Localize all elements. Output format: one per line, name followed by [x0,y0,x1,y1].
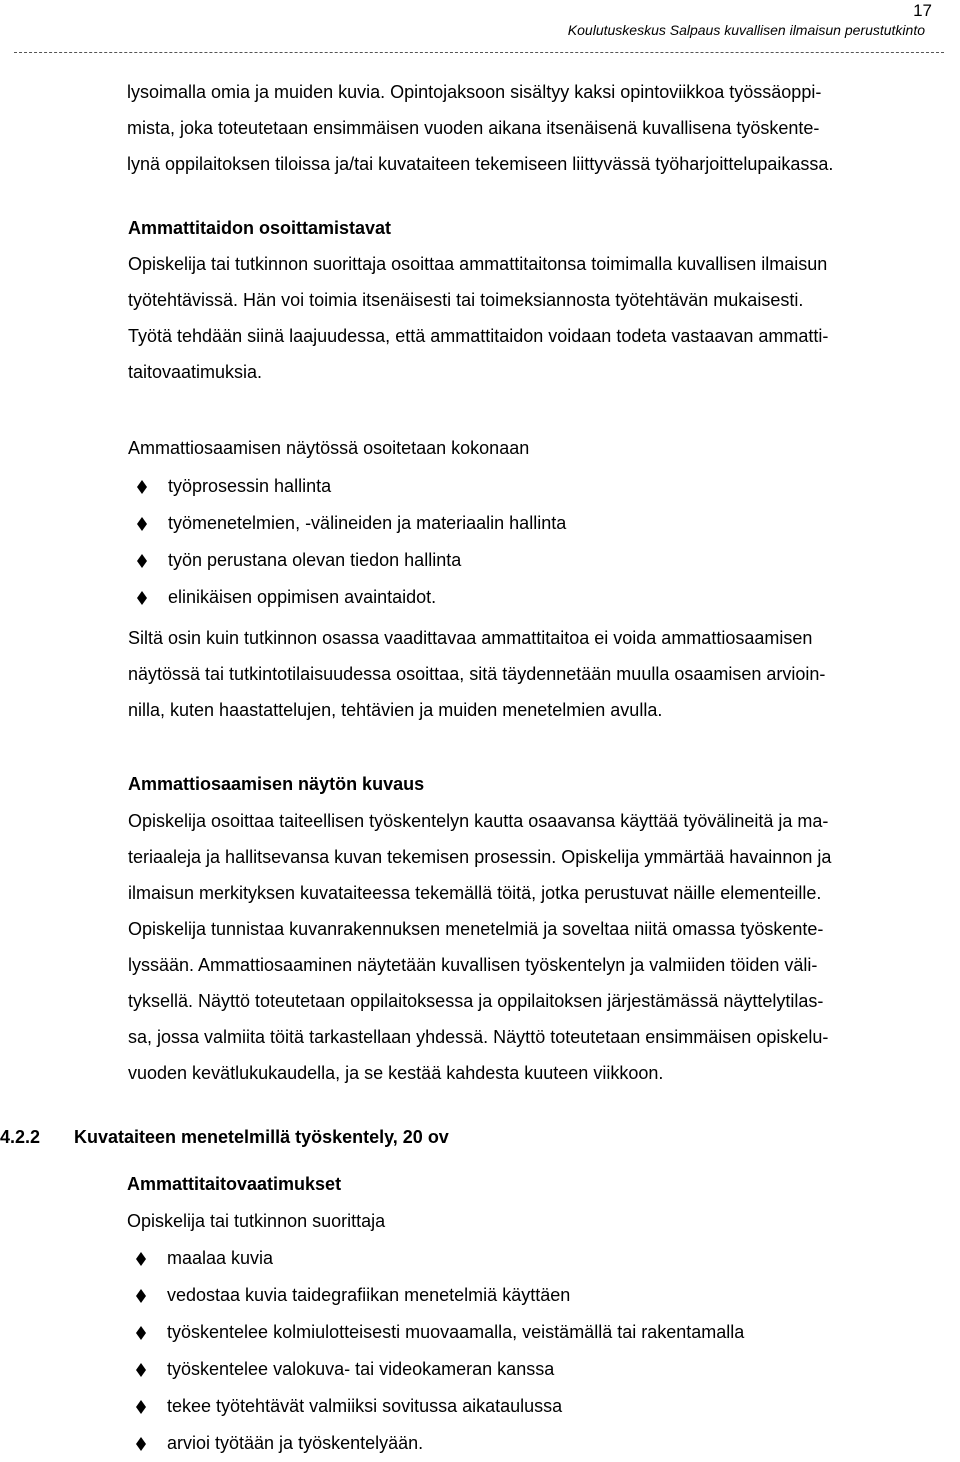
text-line: Opiskelija tunnistaa kuvanrakennuksen menetelmiä ja soveltaa niitä omassa työskente- [128,919,824,939]
demonstration-methods-heading: Ammattitaidon osoittamistavat [128,218,392,238]
text-line: lynä oppilaitoksen tiloissa ja/tai kuvataiteen tekemiseen liittyvässä työharjoittelupaikassa. [127,154,834,174]
text-line: Työtä tehdään siinä laajuudessa, että ammattitaidon voidaan todeta vastaavan ammatti- [128,326,829,346]
list-item: työn perustana olevan tiedon hallinta [128,542,928,579]
list-item: arvioi työtään ja työskentelyään. [127,1425,927,1462]
diamond-bullet-icon [136,1363,146,1377]
text-line: lysoimalla omia ja muiden kuvia. Opintojaksoon sisältyy kaksi opintoviikkoa työssäoppi- [127,82,822,102]
demonstration-description-paragraph [128,803,948,1091]
page-number: 17 [913,1,932,20]
shown-intro: Ammattiosaamisen näytössä osoitetaan kokonaan [128,438,530,458]
diamond-bullet-icon [137,517,147,531]
requirements-list [127,1240,927,1462]
text-line: Opiskelija osoittaa taiteellisen työskentelyn kautta osaavansa käyttää työvälineitä ja ma- [128,811,829,831]
text-line: työtehtävissä. Hän voi toimia itsenäisesti tai toimeksiannosta työtehtävän mukaisesti. [128,290,804,310]
text-line: ilmaisun merkityksen kuvataiteessa tekemällä töitä, jotka perustuvat näille elementeille. [128,883,822,903]
diamond-bullet-icon [136,1326,146,1340]
requirements-intro: Opiskelija tai tutkinnon suorittaja [127,1211,386,1231]
diamond-bullet-icon [136,1400,146,1414]
diamond-bullet-icon [137,480,147,494]
list-item: työskentelee kolmiulotteisesti muovaamalla, veistämällä tai rakentamalla [127,1314,927,1351]
text-line: lyssään. Ammattiosaaminen näytetään kuvallisen työskentelyn ja valmiiden töiden väli- [128,955,818,975]
running-header: Koulutuskeskus Salpaus kuvallisen ilmaisun perustutkinto [567,22,925,38]
diamond-bullet-icon [136,1289,146,1303]
section-number: 4.2.2 [0,1127,41,1147]
text-line: teriaaleja ja hallitsevansa kuvan tekemisen prosessin. Opiskelija ymmärtää havainnon ja [128,847,832,867]
text-line: Siltä osin kuin tutkinnon osassa vaadittavaa ammattitaitoa ei voida ammattiosaamisen [128,628,813,648]
demonstration-description-heading: Ammattiosaamisen näytön kuvaus [128,774,425,794]
text-line: näytössä tai tutkintotilaisuudessa osoittaa, sitä täydennetään muulla osaamisen arvioin- [128,664,826,684]
list-item: elinikäisen oppimisen avaintaidot. [128,579,928,616]
text-line: taitovaatimuksia. [128,362,263,382]
diamond-bullet-icon [136,1437,146,1451]
header-divider [14,52,944,53]
text-line: nilla, kuten haastattelujen, tehtävien ja muiden menetelmien avulla. [128,700,663,720]
requirements-heading: Ammattitaitovaatimukset [127,1174,342,1194]
shown-items-list [128,468,928,616]
text-line: sa, jossa valmiita töitä tarkastellaan yhdessä. Näyttö toteutetaan ensimmäisen opiskelu- [128,1027,829,1047]
text-line: vuoden kevätlukukaudella, ja se kestää kahdesta kuuteen viikkoon. [128,1063,664,1083]
list-item: maalaa kuvia [127,1240,927,1277]
list-item: työskentelee valokuva- tai videokameran kanssa [127,1351,927,1388]
diamond-bullet-icon [136,1252,146,1266]
section-title: Kuvataiteen menetelmillä työskentely, 20 ov [74,1127,449,1147]
diamond-bullet-icon [137,591,147,605]
diamond-bullet-icon [137,554,147,568]
list-item: työmenetelmien, -välineiden ja materiaalin hallinta [128,505,928,542]
list-item: tekee työtehtävät valmiiksi sovitussa aikataulussa [127,1388,927,1425]
text-line: mista, joka toteutetaan ensimmäisen vuoden aikana itsenäisenä kuvallisena työskente- [127,118,820,138]
demonstration-methods-paragraph [128,246,948,390]
demonstration-closing-paragraph [128,620,948,728]
list-item: vedostaa kuvia taidegrafiikan menetelmiä käyttäen [127,1277,927,1314]
text-line: Opiskelija tai tutkinnon suorittaja osoittaa ammattitaitonsa toimimalla kuvallisen ilmaisun [128,254,828,274]
section-heading [0,1119,449,1155]
text-line: tyksellä. Näyttö toteutetaan oppilaitoksessa ja oppilaitoksen järjestämässä näyttelytilas- [128,991,824,1011]
intro-paragraph [127,74,947,182]
list-item: työprosessin hallinta [128,468,928,505]
